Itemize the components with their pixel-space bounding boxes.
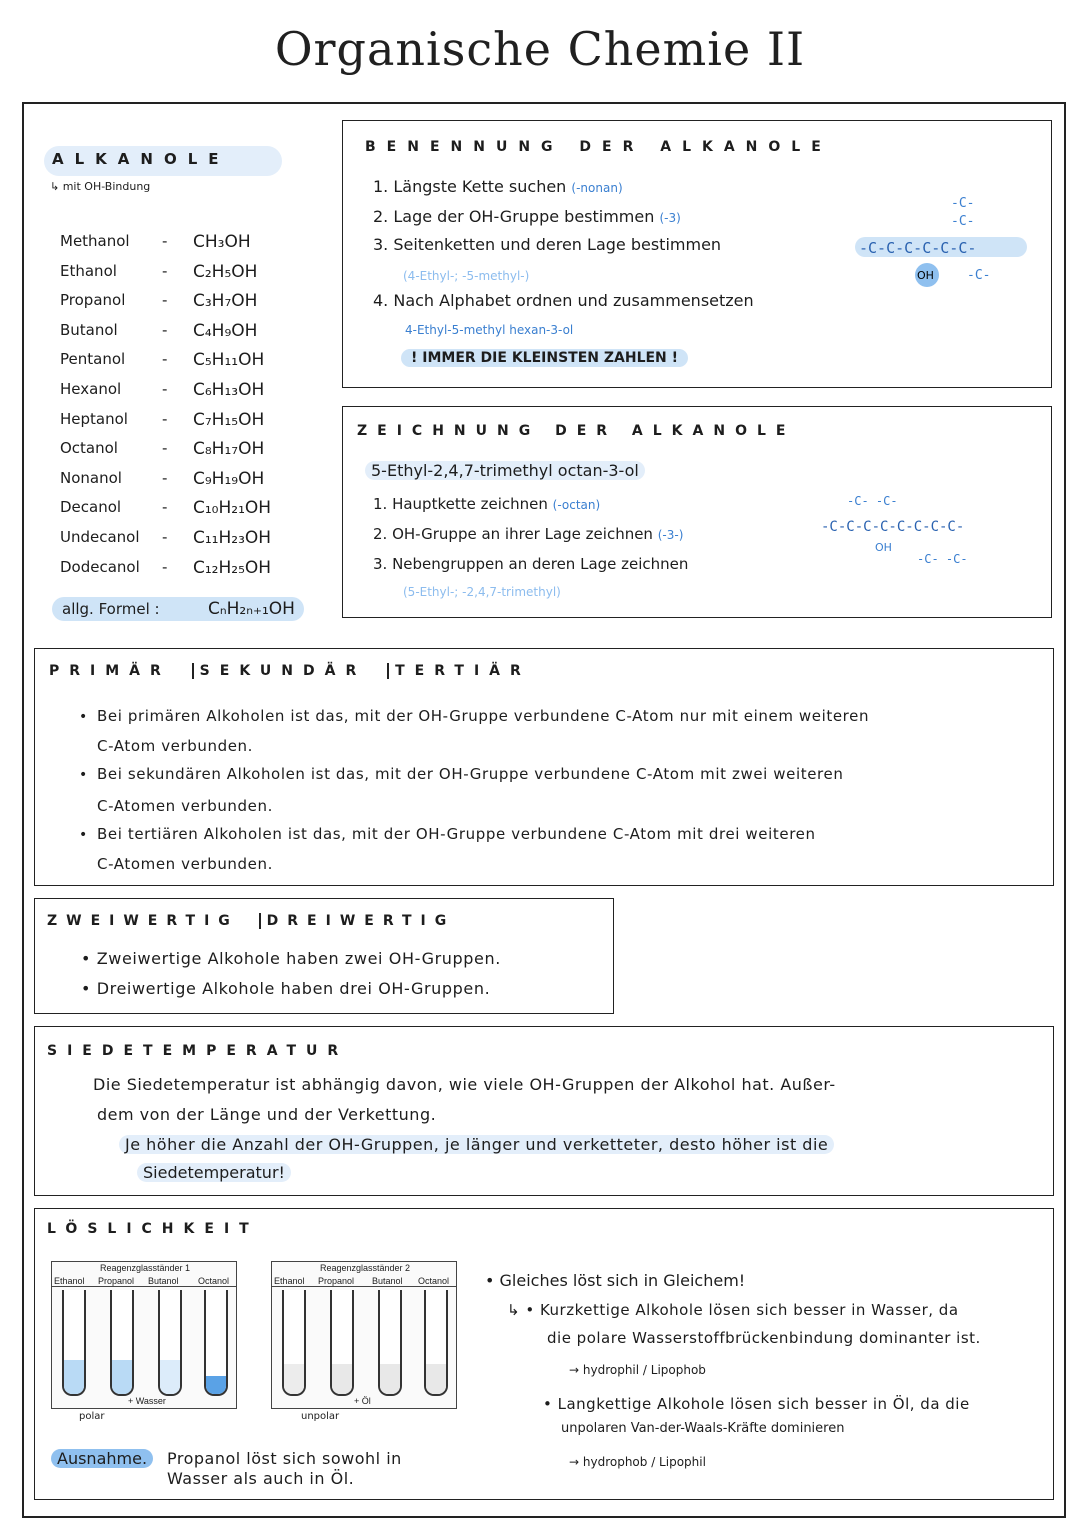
short-line-2: die polare Wasserstoffbrückenbindung dominanter ist.	[547, 1329, 981, 1347]
alkanol-name: Butanol	[60, 320, 118, 339]
rack-2-bottom: + Öl	[354, 1396, 371, 1406]
alkanol-formula: C₇H₁₅OH	[193, 409, 265, 430]
zeichnung-main-chain: -C-C-C-C-C-C-C-C-	[821, 519, 965, 535]
alkanol-row	[60, 469, 300, 493]
short-line-3: → hydrophil / Lipophob	[569, 1363, 706, 1377]
diagram-bottom-group: -C-	[967, 268, 991, 283]
alkanol-row	[60, 291, 300, 315]
wertig-item-1: • Zweiwertige Alkohole haben zwei OH-Gruppen.	[81, 949, 501, 968]
benennung-step-2: 2. Lage der OH-Gruppe bestimmen (-3)	[373, 207, 681, 226]
rack-1-tube-butanol	[158, 1290, 182, 1396]
benennung-structure-diagram	[855, 181, 1035, 311]
zeichnung-box	[342, 406, 1052, 618]
alkanol-row	[60, 380, 300, 404]
short-line-1: ↳ • Kurzkettige Alkohole lösen sich besser in Wasser, da	[507, 1301, 959, 1319]
rack-1-tube-propanol	[110, 1290, 134, 1396]
zeichnung-step-1: 1. Hauptkette zeichnen (-octan)	[373, 495, 601, 513]
alkanol-formula: C₁₂H₂₅OH	[193, 557, 272, 578]
benennung-example: 4-Ethyl-5-methyl hexan-3-ol	[405, 323, 574, 337]
zeichnung-bottom-groups: -C- -C-	[917, 552, 968, 566]
alkanole-heading: ALKANOLE	[44, 146, 284, 176]
exception-line-2: Wasser als auch in Öl.	[167, 1469, 355, 1488]
loeslichkeit-box	[34, 1208, 1054, 1500]
alkanole-subtitle: ↳ mit OH-Bindung	[50, 180, 151, 193]
alkanol-dash: -	[162, 320, 168, 339]
primaer-item-3-line1: Bei tertiären Alkoholen ist das, mit der OH-Gruppe verbundene C-Atom mit drei weiteren	[97, 825, 816, 843]
benennung-step-1: 1. Längste Kette suchen (-nonan)	[373, 177, 623, 196]
zeichnung-step-2: 2. OH-Gruppe an ihrer Lage zeichnen (-3-)	[373, 525, 684, 543]
alkanol-row	[60, 321, 300, 345]
alkanol-formula: C₆H₁₃OH	[193, 380, 265, 400]
alkanol-dash: -	[162, 291, 168, 310]
rack-1-bottom: + Wasser	[128, 1396, 166, 1406]
siede-line-4: Siedetemperatur!	[137, 1163, 291, 1182]
primaer-item-2-line2: C-Atomen verbunden.	[97, 797, 273, 815]
rack-2: Reagenzglasständer 2 Ethanol Propanol Butanol Octanol + Öl	[271, 1261, 457, 1409]
alkanol-dash: -	[162, 409, 168, 428]
exception-label: Ausnahme.	[51, 1449, 153, 1468]
alkanol-row	[60, 498, 300, 522]
alkanol-name: Ethanol	[60, 261, 117, 280]
alkanol-dash: -	[162, 468, 168, 487]
long-line-2: unpolaren Van-der-Waals-Kräfte dominieren	[561, 1421, 845, 1436]
benennung-step-3: 3. Seitenketten und deren Lage bestimmen	[373, 235, 722, 254]
alkanol-dash: -	[162, 380, 168, 398]
wertig-heading: ZWEIWERTIG DREIWERTIG	[47, 913, 456, 929]
rack-1-tube-ethanol	[62, 1290, 86, 1396]
alkanol-formula: C₈H₁₇OH	[193, 439, 265, 460]
alkanol-dash: -	[162, 232, 168, 250]
rack-2-tube-ethanol	[282, 1290, 306, 1396]
alkanol-dash: -	[162, 557, 168, 576]
primaer-item-1-line2: C-Atom verbunden.	[97, 737, 254, 755]
zeichnung-oh: OH	[875, 541, 892, 554]
alkanol-name: Methanol	[60, 232, 130, 250]
rule-line: • Gleiches löst sich in Gleichem!	[485, 1271, 746, 1290]
siede-heading: SIEDETEMPERATUR	[47, 1043, 349, 1059]
exception-line-1: Propanol löst sich sowohl in	[167, 1449, 402, 1468]
alkanol-formula: CH₃OH	[193, 232, 251, 252]
siede-line-1: Die Siedetemperatur ist abhängig davon, wie viele OH-Gruppen der Alkohol hat. Außer-	[93, 1075, 836, 1094]
wertig-box	[34, 898, 614, 1014]
alkanol-row	[60, 558, 300, 582]
rack-1-note: polar	[79, 1411, 105, 1422]
alkanol-formula: C₁₀H₂₁OH	[193, 498, 272, 519]
primaer-item-2-line1: Bei sekundären Alkoholen ist das, mit der OH-Gruppe verbundene C-Atom mit zwei weiteren	[97, 765, 844, 783]
alkanol-name: Heptanol	[60, 409, 128, 428]
siede-line-2: dem von der Länge und der Verkettung.	[97, 1105, 437, 1124]
alkanol-row	[60, 262, 300, 286]
siede-box	[34, 1026, 1054, 1196]
primaer-heading: PRIMÄR SEKUNDÄR TERTIÄR	[49, 663, 531, 679]
diagram-top-group: -C-	[951, 196, 975, 211]
alkanol-formula: C₄H₉OH	[193, 320, 258, 341]
benennung-heading: BENENNUNG DER ALKANOLE	[365, 139, 832, 155]
zeichnung-heading: ZEICHNUNG DER ALKANOLE	[357, 423, 796, 439]
rack-2-note: unpolar	[301, 1411, 340, 1422]
alkanol-formula: C₂H₅OH	[193, 261, 258, 282]
diagram-top-group-2: -C-	[951, 214, 975, 229]
page-title: Organische Chemie II	[274, 22, 806, 76]
benennung-box	[342, 120, 1052, 388]
siede-line-3: Je höher die Anzahl der OH-Gruppen, je länger und verketteter, desto höher ist die	[119, 1135, 834, 1154]
alkanol-name: Nonanol	[60, 468, 122, 487]
alkanol-name: Decanol	[60, 498, 122, 517]
loeslichkeit-heading: LÖSLICHKEIT	[47, 1221, 259, 1237]
alkanol-name: Undecanol	[60, 528, 140, 546]
benennung-warning: ! IMMER DIE KLEINSTEN ZAHLEN !	[401, 349, 688, 367]
alkanol-name: Dodecanol	[60, 557, 140, 576]
zeichnung-top-groups: -C- -C-	[847, 494, 898, 508]
alkanol-formula: C₅H₁₁OH	[193, 350, 265, 371]
alkanol-row	[60, 439, 300, 463]
benennung-step-4: 4. Nach Alphabet ordnen und zusammensetzen	[373, 291, 754, 310]
zeichnung-structure-diagram	[821, 487, 1041, 597]
rack-1: Reagenzglasständer 1 Ethanol Propanol Butanol Octanol + Wasser	[51, 1261, 237, 1409]
alkanol-name: Hexanol	[60, 380, 122, 398]
alkanol-formula: C₁₁H₂₃OH	[193, 528, 272, 548]
general-formula: allg. Formel : CₙH₂ₙ₊₁OH	[52, 597, 304, 621]
rack-1-tube-octanol	[204, 1290, 228, 1396]
benennung-hint-3: (4-Ethyl-; -5-methyl-)	[403, 269, 530, 283]
alkanol-dash: -	[162, 261, 168, 280]
alkanol-name: Propanol	[60, 291, 126, 310]
rack-2-title: Reagenzglasständer 2	[320, 1263, 411, 1273]
alkanol-dash: -	[162, 350, 168, 369]
zeichnung-hint-3: (5-Ethyl-; -2,4,7-trimethyl)	[403, 585, 561, 599]
alkanol-name: Octanol	[60, 439, 118, 458]
primaer-box: PRIMÄR SEKUNDÄR TERTIÄR • Bei primären Alkoholen ist das, mit der OH-Gruppe verbundene C-Atom nur mit einem weiteren C-Atom verbunden. • Bei sekundären Alkoholen ist das, mit der OH-Gruppe verbundene C-Atom mit zwei weiteren C-Atomen verbunden. • Bei tertiären Alkoholen ist das, mit der OH-Gruppe verbundene C-Atom mit drei weiteren C-Atomen verbunden.	[34, 648, 1054, 886]
alkanol-formula: C₉H₁₉OH	[193, 468, 265, 489]
alkanol-dash: -	[162, 528, 168, 546]
primaer-item-3-line2: C-Atomen verbunden.	[97, 855, 273, 873]
diagram-oh: OH	[917, 269, 934, 282]
rack-2-tube-butanol	[378, 1290, 402, 1396]
zeichnung-step-3: 3. Nebengruppen an deren Lage zeichnen	[373, 555, 689, 573]
long-line-3: → hydrophob / Lipophil	[569, 1455, 706, 1469]
alkanol-dash: -	[162, 498, 168, 517]
alkanol-row	[60, 350, 300, 374]
wertig-item-2: • Dreiwertige Alkohole haben drei OH-Gruppen.	[81, 979, 491, 998]
alkanol-row	[60, 232, 300, 256]
rack-2-tube-propanol	[330, 1290, 354, 1396]
alkanol-row	[60, 410, 300, 434]
rack-1-title: Reagenzglasständer 1	[100, 1263, 191, 1273]
zeichnung-name: 5-Ethyl-2,4,7-trimethyl octan-3-ol	[365, 461, 645, 480]
long-line-1: • Langkettige Alkohole lösen sich besser in Öl, da die	[543, 1395, 970, 1413]
alkanol-formula: C₃H₇OH	[193, 291, 258, 312]
alkanol-dash: -	[162, 439, 168, 458]
primaer-item-1-line1: Bei primären Alkoholen ist das, mit der OH-Gruppe verbundene C-Atom nur mit einem weiteren	[97, 707, 870, 725]
alkanol-row	[60, 528, 300, 552]
rack-2-tube-octanol	[424, 1290, 448, 1396]
alkanol-name: Pentanol	[60, 350, 126, 369]
diagram-main-chain: -C-C-C-C-C-C-	[859, 239, 977, 257]
